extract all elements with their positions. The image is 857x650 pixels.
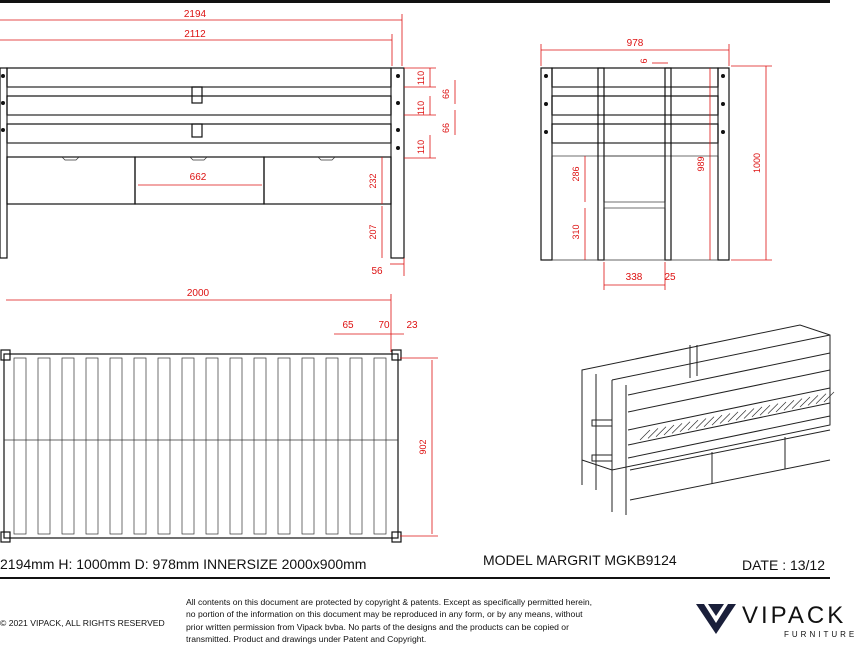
dim-inner-height-label: 989 [696, 156, 706, 172]
slat [350, 358, 362, 534]
side-gap-2 [552, 115, 718, 124]
slat [38, 358, 50, 534]
slat [62, 358, 74, 534]
iso-slat [680, 422, 690, 432]
iso-drawer-bottom [630, 460, 830, 500]
legal-line: All contents on this document are protected by copyright & patents. Except as specifically permitted herein, [186, 597, 593, 607]
top-corner [392, 532, 401, 542]
brand-name: VIPACK [742, 602, 847, 629]
center-connector [192, 124, 202, 137]
iso-slat [704, 417, 714, 427]
side-left-post [541, 68, 552, 260]
dim-ladder-step-label: 286 [571, 166, 581, 182]
slat [326, 358, 338, 534]
iso-body-outline [582, 325, 830, 470]
model-text: MODEL MARGRIT MGKB9124 [483, 552, 677, 568]
dim-depth-label: 978 [626, 38, 644, 49]
iso-slat [776, 402, 786, 412]
iso-slat [656, 427, 666, 437]
dim-gap-2-label: 66 [441, 122, 451, 134]
dim-post-width-label: 56 [371, 266, 383, 277]
iso-slat [648, 428, 658, 438]
bolt-dot [396, 74, 400, 78]
side-board-3 [552, 124, 718, 143]
brand-subtitle: FURNITURE [784, 630, 857, 639]
drawer-left [7, 157, 135, 204]
dim-rail-width-label: 2112 [184, 29, 206, 40]
iso-slat [664, 425, 674, 435]
slat [110, 358, 122, 534]
slat [134, 358, 146, 534]
dim-inner-width-label: 902 [418, 439, 428, 455]
bolt-dot [396, 146, 400, 150]
bolt-dot [1, 74, 5, 78]
slat [374, 358, 386, 534]
bolt-dot [721, 130, 725, 134]
legal-line: transmitted. Product and drawings under Patent and Copyright. [186, 634, 427, 645]
iso-slat [784, 400, 794, 410]
iso-slats [640, 392, 834, 440]
top-corner [1, 532, 10, 542]
iso-ladder-rung [592, 455, 612, 461]
dim-rail-70-label: 70 [378, 320, 390, 331]
vipack-logo-icon [694, 602, 738, 636]
slat [86, 358, 98, 534]
dim-rail-23-label: 23 [406, 320, 418, 331]
front-left-post [0, 68, 7, 258]
top-view [1, 288, 438, 542]
dim-ladder-width-label: 338 [625, 272, 643, 283]
legal-notice [186, 596, 626, 646]
iso-drawer-top [630, 430, 830, 470]
bolt-dot [396, 128, 400, 132]
top-slats [14, 358, 386, 534]
side-board-2 [552, 96, 718, 115]
slat [254, 358, 266, 534]
bolt-dot [396, 101, 400, 105]
front-gap-1 [7, 87, 391, 96]
isometric-view [582, 325, 834, 515]
side-view [541, 38, 772, 290]
dim-height-label: 1000 [752, 152, 762, 174]
front-right-post [391, 68, 404, 258]
dim-board-3-label: 110 [416, 139, 426, 155]
dim-gap-1-label: 66 [441, 88, 451, 100]
front-view [0, 9, 455, 277]
slat [278, 358, 290, 534]
title-block-divider [0, 577, 830, 579]
dim-board-1-label: 110 [416, 70, 426, 86]
legal-line: no portion of the information on this document may be reproduced in any form, or by any means, without [186, 609, 583, 620]
slat [14, 358, 26, 534]
top-corner [1, 350, 10, 360]
iso-slat [672, 423, 682, 433]
slat [302, 358, 314, 534]
top-corner [392, 350, 401, 360]
iso-slat [688, 420, 698, 430]
iso-rail [628, 353, 830, 395]
iso-slat [736, 410, 746, 420]
iso-ladder-rung [592, 420, 612, 426]
ladder-rung [604, 202, 665, 208]
dim-top-gap-label: 6 [639, 58, 649, 64]
ladder-right-rail [665, 68, 671, 260]
dim-ladder-bottom-label: 310 [571, 224, 581, 240]
dim-drawer-width-label: 662 [189, 172, 207, 183]
slat [182, 358, 194, 534]
iso-slat [728, 412, 738, 422]
front-board-2 [7, 96, 391, 115]
iso-slat [760, 405, 770, 415]
iso-slat [752, 407, 762, 417]
bolt-dot [544, 130, 548, 134]
side-right-post [718, 68, 729, 260]
front-board-3 [7, 124, 391, 143]
iso-rail [628, 370, 830, 412]
bolt-dot [1, 128, 5, 132]
slat [230, 358, 242, 534]
iso-slat [800, 397, 810, 407]
iso-rail [628, 416, 830, 458]
date-text: DATE : 13/12 [742, 557, 826, 573]
dim-drawer-height-label: 232 [368, 173, 378, 189]
iso-slat [768, 404, 778, 414]
bolt-dot [721, 74, 725, 78]
iso-slat [816, 394, 826, 404]
iso-slat [808, 395, 818, 405]
iso-slat [696, 418, 706, 428]
side-board-1 [552, 68, 718, 87]
iso-slat [744, 409, 754, 419]
slat [206, 358, 218, 534]
iso-slat [720, 414, 730, 424]
front-board-1 [7, 68, 391, 87]
dimensions-text: 2194mm H: 1000mm D: 978mm INNERSIZE 2000x900mm [0, 556, 367, 572]
front-gap-2 [7, 115, 391, 124]
dim-overall-width-label: 2194 [183, 9, 207, 20]
bolt-dot [544, 102, 548, 106]
dim-rail-65-label: 65 [342, 320, 354, 331]
legal-line: prior written permission from Vipack bvba. No parts of the designs and the products can be copied or [186, 621, 569, 632]
dim-length-label: 2000 [186, 288, 210, 299]
front-frame-rail [7, 143, 391, 157]
dim-leg-height-label: 207 [368, 224, 378, 240]
slat [158, 358, 170, 534]
bolt-dot [1, 101, 5, 105]
side-gap-1 [552, 87, 718, 96]
iso-slat [824, 392, 834, 402]
copyright-text: © 2021 VIPACK, ALL RIGHTS RESERVED [0, 618, 165, 628]
top-frame [4, 354, 398, 538]
center-connector [192, 87, 202, 103]
side-frame-rail [552, 143, 718, 156]
ladder-left-rail [598, 68, 604, 260]
iso-slat [792, 399, 802, 409]
iso-slat [712, 415, 722, 425]
dim-board-2-label: 110 [416, 100, 426, 116]
dim-ladder-offset-label: 25 [664, 272, 676, 283]
iso-slat [640, 430, 650, 440]
bolt-dot [721, 102, 725, 106]
bolt-dot [544, 74, 548, 78]
